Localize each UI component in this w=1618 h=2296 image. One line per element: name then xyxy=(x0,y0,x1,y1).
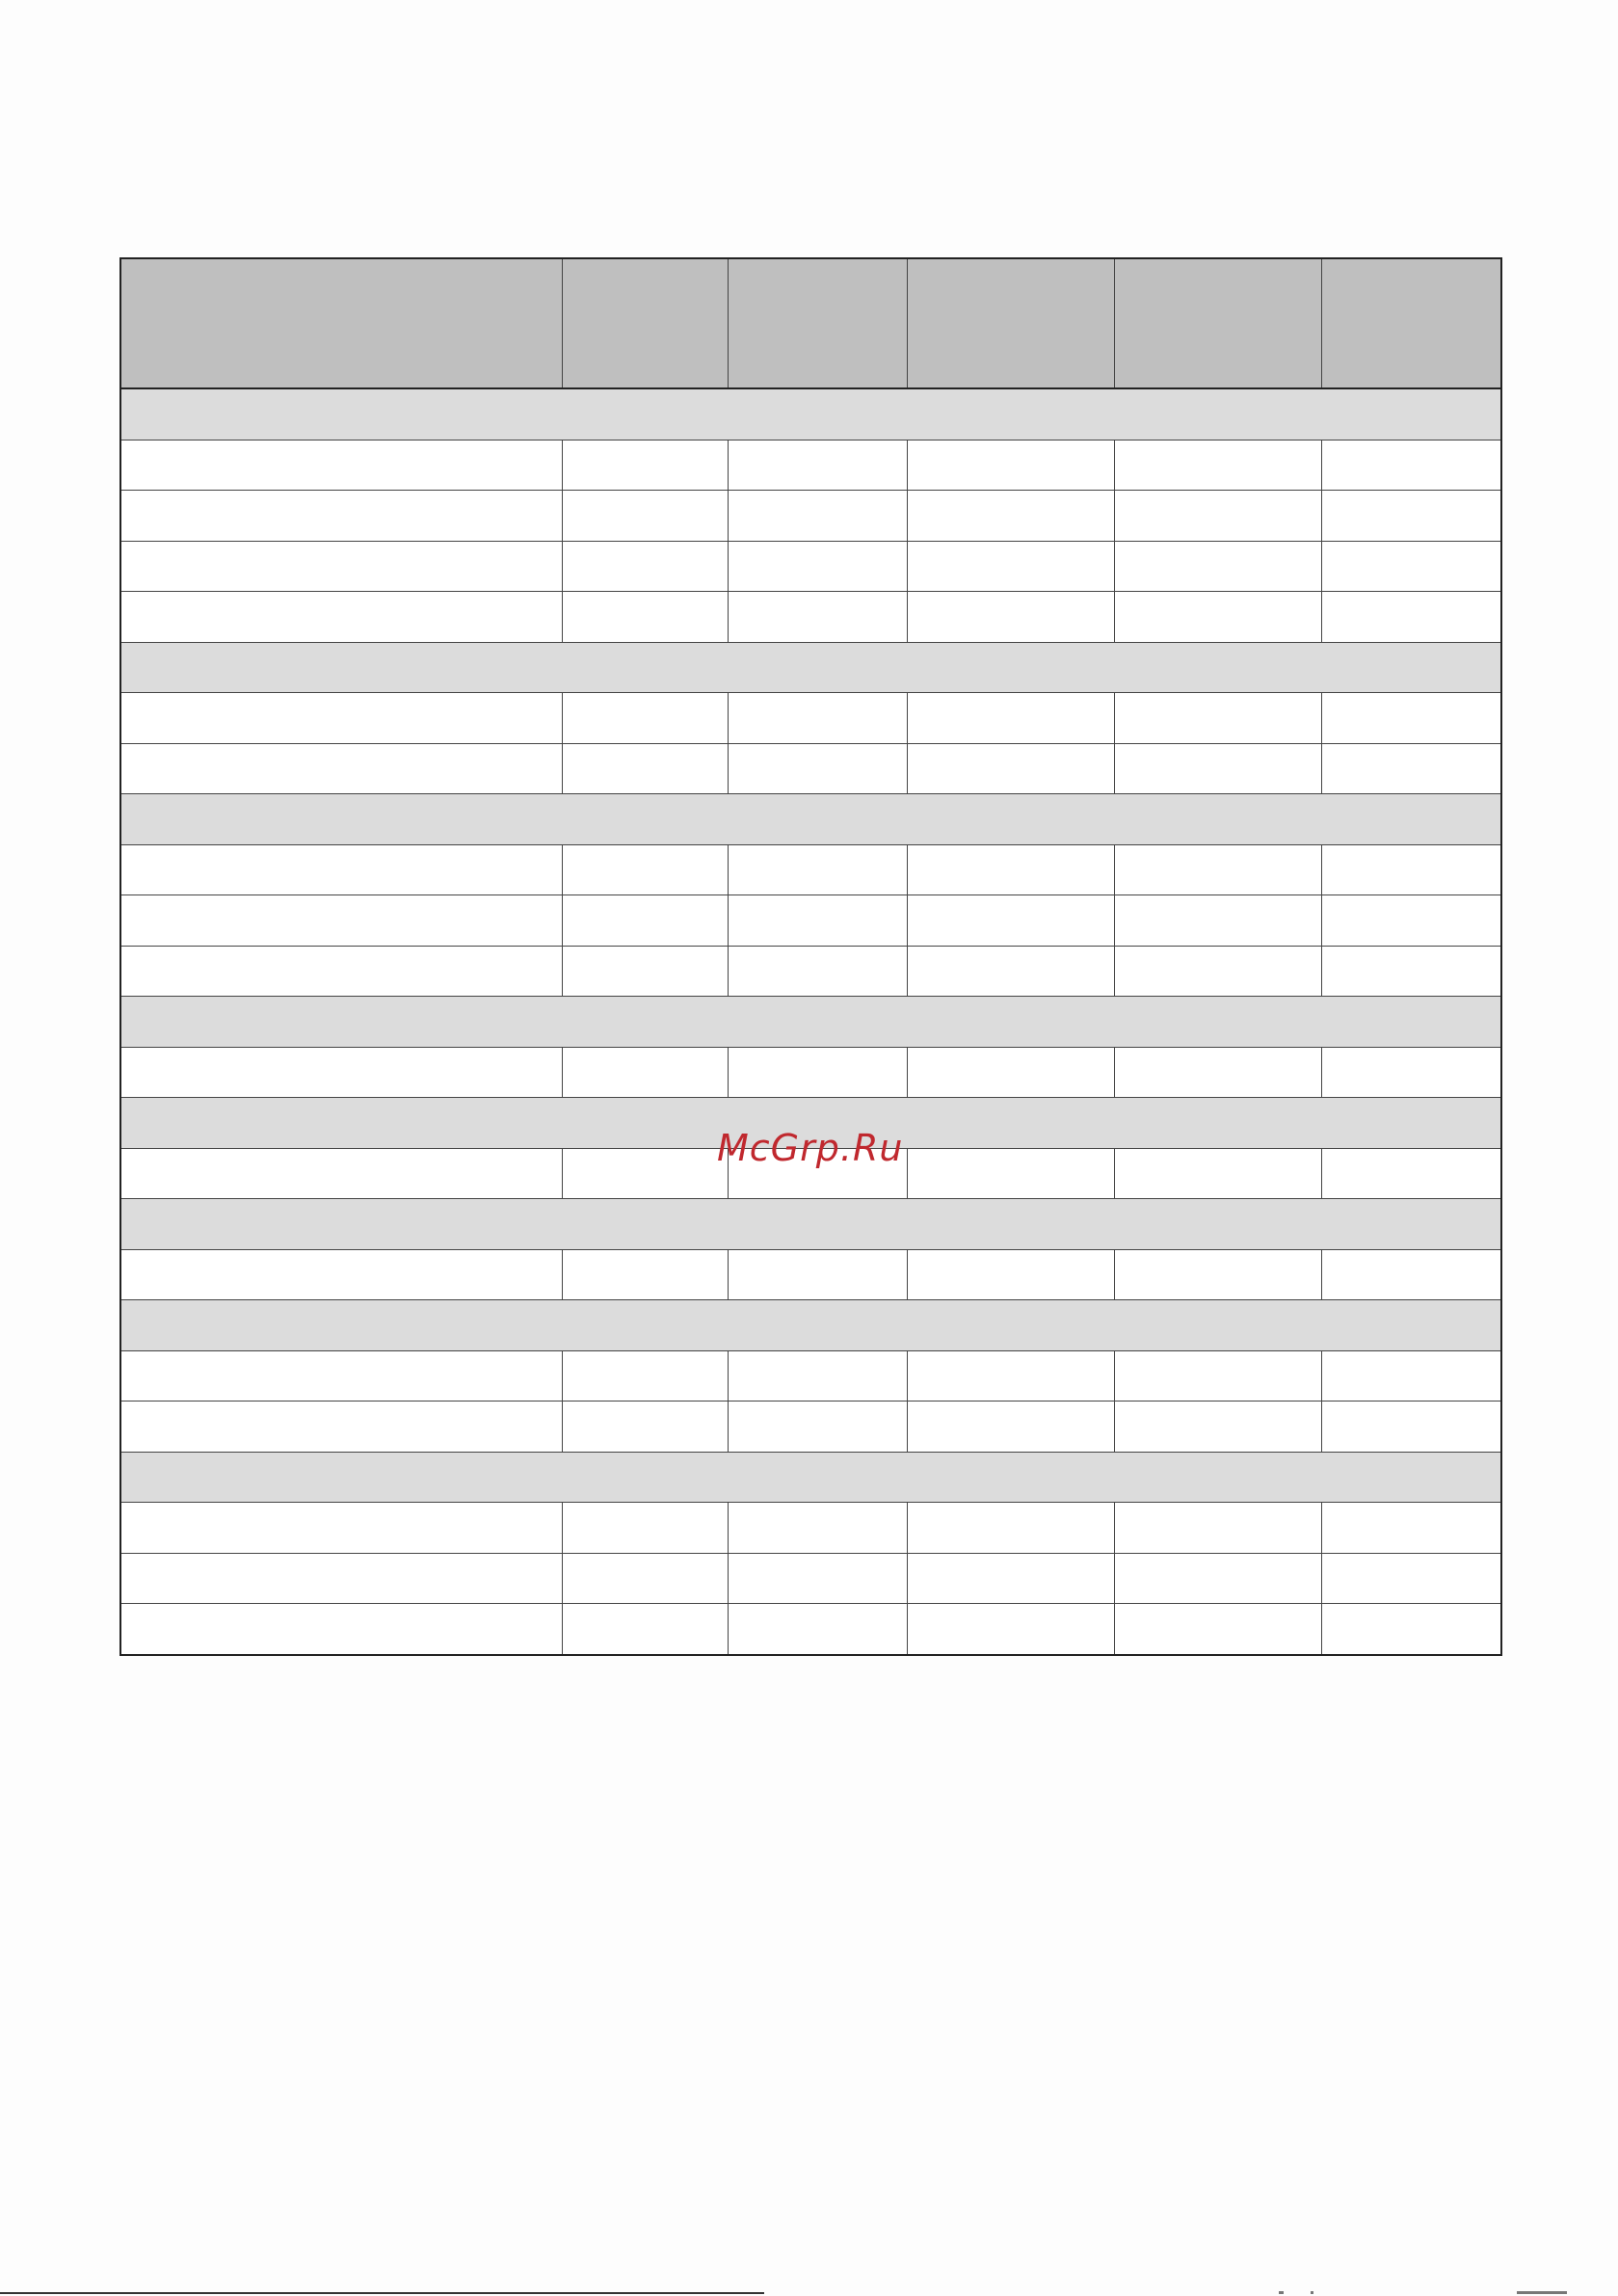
table-cell xyxy=(907,946,1114,997)
table-header-row xyxy=(120,258,1501,388)
table-cell xyxy=(907,1047,1114,1098)
table-cell xyxy=(120,1047,562,1098)
footer-rule xyxy=(0,2292,764,2294)
table-cell xyxy=(728,895,907,947)
table-cell xyxy=(728,491,907,542)
table-cell xyxy=(907,1249,1114,1300)
table-row xyxy=(120,592,1501,643)
table-cell xyxy=(1321,743,1501,794)
table-cell xyxy=(562,1350,728,1402)
table-cell xyxy=(907,1503,1114,1554)
table-cell xyxy=(562,743,728,794)
section-row xyxy=(120,1300,1501,1351)
table-cell xyxy=(907,1350,1114,1402)
table-cell xyxy=(1321,491,1501,542)
table-cell xyxy=(120,541,562,592)
table-cell xyxy=(562,1553,728,1604)
table-cell xyxy=(120,895,562,947)
table-cell xyxy=(120,946,562,997)
table-cell xyxy=(1114,1553,1321,1604)
table-cell xyxy=(120,592,562,643)
header-cell xyxy=(1114,258,1321,388)
table-cell xyxy=(1114,541,1321,592)
table-cell xyxy=(728,440,907,491)
table-cell xyxy=(562,541,728,592)
section-row xyxy=(120,794,1501,845)
table-cell xyxy=(562,491,728,542)
table-row xyxy=(120,1249,1501,1300)
table-body xyxy=(120,388,1501,1655)
table-cell xyxy=(907,491,1114,542)
table-cell xyxy=(1321,844,1501,895)
spec-table xyxy=(119,257,1502,1656)
table-row xyxy=(120,440,1501,491)
footer-mark xyxy=(1517,2291,1567,2294)
header-cell xyxy=(907,258,1114,388)
table-cell xyxy=(1321,895,1501,947)
table-cell xyxy=(1114,1249,1321,1300)
table-row xyxy=(120,844,1501,895)
section-row xyxy=(120,997,1501,1048)
table-row xyxy=(120,693,1501,744)
table-cell xyxy=(728,693,907,744)
table-row xyxy=(120,1604,1501,1655)
table-cell xyxy=(120,491,562,542)
section-label xyxy=(120,388,1501,440)
table-cell xyxy=(562,1604,728,1655)
table-row xyxy=(120,491,1501,542)
table-row xyxy=(120,946,1501,997)
header-cell xyxy=(120,258,562,388)
table-cell xyxy=(728,1604,907,1655)
table-cell xyxy=(907,844,1114,895)
section-row xyxy=(120,388,1501,440)
table-row xyxy=(120,1503,1501,1554)
table-cell xyxy=(562,844,728,895)
table-cell xyxy=(1114,491,1321,542)
table-cell xyxy=(1321,693,1501,744)
table-cell xyxy=(728,743,907,794)
table-cell xyxy=(1321,1503,1501,1554)
section-label xyxy=(120,997,1501,1048)
table-row xyxy=(120,743,1501,794)
table-row xyxy=(120,1350,1501,1402)
section-label xyxy=(120,794,1501,845)
section-row xyxy=(120,642,1501,693)
table-cell xyxy=(907,1402,1114,1453)
table-cell xyxy=(907,592,1114,643)
table-cell xyxy=(907,743,1114,794)
table-cell xyxy=(120,1148,562,1199)
table-cell xyxy=(562,1249,728,1300)
table-row xyxy=(120,1047,1501,1098)
table-cell xyxy=(1114,1604,1321,1655)
table-cell xyxy=(562,1402,728,1453)
table-cell xyxy=(1321,1047,1501,1098)
table-row xyxy=(120,541,1501,592)
section-label xyxy=(120,1199,1501,1250)
table-cell xyxy=(728,1350,907,1402)
table-cell xyxy=(728,844,907,895)
table-cell xyxy=(907,693,1114,744)
table-cell xyxy=(728,1503,907,1554)
table-cell xyxy=(907,440,1114,491)
spec-table-container xyxy=(119,257,1500,1656)
table-cell xyxy=(1321,440,1501,491)
table-cell xyxy=(728,1402,907,1453)
table-cell xyxy=(1321,592,1501,643)
section-label xyxy=(120,642,1501,693)
table-cell xyxy=(562,693,728,744)
table-cell xyxy=(1114,1402,1321,1453)
table-cell xyxy=(1321,946,1501,997)
table-cell xyxy=(1114,592,1321,643)
table-cell xyxy=(728,1249,907,1300)
table-cell xyxy=(728,1047,907,1098)
table-cell xyxy=(1114,693,1321,744)
table-cell xyxy=(1114,1047,1321,1098)
table-cell xyxy=(120,1402,562,1453)
table-cell xyxy=(728,946,907,997)
table-cell xyxy=(1321,541,1501,592)
watermark-text: McGrp.Ru xyxy=(717,1127,904,1169)
table-cell xyxy=(562,1047,728,1098)
table-cell xyxy=(907,1148,1114,1199)
section-label xyxy=(120,1300,1501,1351)
table-cell xyxy=(907,1553,1114,1604)
table-cell xyxy=(120,743,562,794)
footer-mark xyxy=(1279,2291,1284,2294)
table-row xyxy=(120,895,1501,947)
table-cell xyxy=(120,1553,562,1604)
table-row xyxy=(120,1553,1501,1604)
table-cell xyxy=(120,1350,562,1402)
table-cell xyxy=(562,1148,728,1199)
table-row xyxy=(120,1402,1501,1453)
table-cell xyxy=(120,440,562,491)
table-cell xyxy=(1114,946,1321,997)
table-cell xyxy=(1321,1402,1501,1453)
table-cell xyxy=(120,1604,562,1655)
header-cell xyxy=(728,258,907,388)
table-cell xyxy=(1114,1350,1321,1402)
table-cell xyxy=(1114,743,1321,794)
table-cell xyxy=(1321,1350,1501,1402)
table-cell xyxy=(728,541,907,592)
table-cell xyxy=(562,440,728,491)
table-cell xyxy=(907,1604,1114,1655)
table-cell xyxy=(1321,1249,1501,1300)
table-cell xyxy=(907,895,1114,947)
table-cell xyxy=(1321,1553,1501,1604)
table-cell xyxy=(1321,1148,1501,1199)
table-cell xyxy=(562,1503,728,1554)
table-cell xyxy=(728,592,907,643)
table-cell xyxy=(1114,440,1321,491)
section-row xyxy=(120,1452,1501,1503)
table-cell xyxy=(562,895,728,947)
header-cell xyxy=(1321,258,1501,388)
table-cell xyxy=(1321,1604,1501,1655)
table-cell xyxy=(1114,1148,1321,1199)
table-cell xyxy=(1114,895,1321,947)
table-cell xyxy=(728,1553,907,1604)
section-label xyxy=(120,1452,1501,1503)
table-cell xyxy=(1114,1503,1321,1554)
table-cell xyxy=(562,946,728,997)
table-cell xyxy=(907,541,1114,592)
table-cell xyxy=(120,1249,562,1300)
table-cell xyxy=(1114,844,1321,895)
header-cell xyxy=(562,258,728,388)
footer-mark xyxy=(1311,2291,1313,2294)
table-cell xyxy=(120,1503,562,1554)
table-cell xyxy=(562,592,728,643)
table-cell xyxy=(120,844,562,895)
table-cell xyxy=(120,693,562,744)
section-row xyxy=(120,1199,1501,1250)
